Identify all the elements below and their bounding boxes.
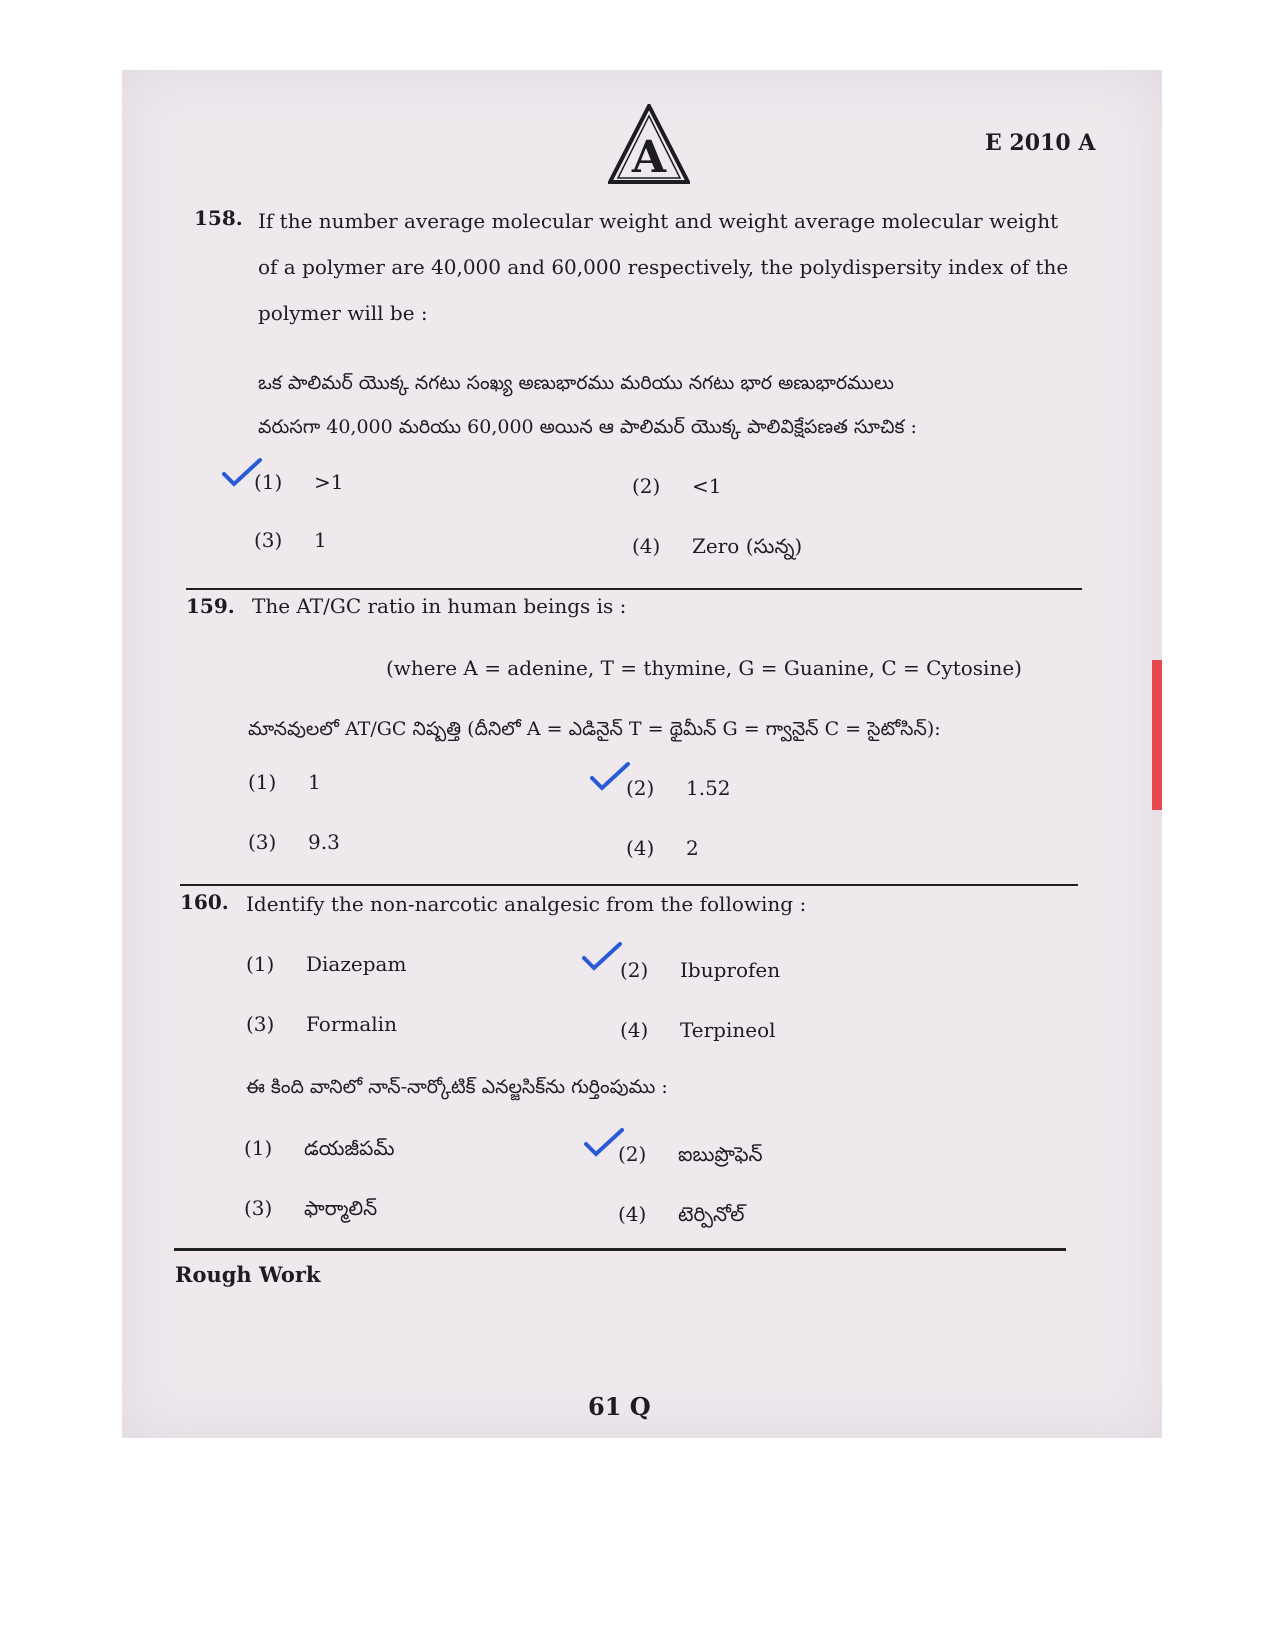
option-text: Diazepam	[306, 952, 407, 976]
divider	[186, 588, 1082, 590]
option-text: Ibuprofen	[680, 958, 781, 982]
option-text: ఫార్మాలిన్	[304, 1196, 378, 1220]
option[interactable]	[620, 958, 780, 982]
option-text: డయజీపమ్	[304, 1136, 395, 1160]
option-number: (3)	[246, 1012, 275, 1036]
option-text: 9.3	[308, 830, 340, 854]
option[interactable]	[246, 1012, 397, 1036]
option-number: (1)	[248, 770, 277, 794]
option-number: (3)	[244, 1196, 273, 1220]
option[interactable]	[618, 1142, 763, 1171]
option[interactable]	[254, 528, 327, 552]
option-number: (3)	[254, 528, 283, 552]
option-number: (4)	[620, 1018, 649, 1042]
question-number: 159.	[186, 594, 235, 618]
option-text: ఐబుప్రొఫెన్	[678, 1142, 763, 1166]
option-text: Formalin	[306, 1012, 397, 1036]
question-stem	[258, 198, 1098, 336]
option-text: >1	[314, 470, 344, 494]
divider	[180, 884, 1078, 886]
telugu-line: వరుసగా 40,000 మరియు 60,000 అయిన ఆ పాలిమర్ యొక్క పాలివిక్షేపణత సూచిక :	[258, 416, 917, 438]
option[interactable]	[246, 952, 406, 976]
option-number: (4)	[618, 1202, 647, 1226]
option-text: 1	[314, 528, 327, 552]
option[interactable]	[620, 1018, 776, 1042]
option[interactable]	[244, 1136, 395, 1165]
option-number: (2)	[618, 1142, 647, 1166]
option-text: 1.52	[686, 776, 731, 800]
option-number: (3)	[248, 830, 277, 854]
telugu-line: ఈ కింది వానిలో నాన్-నార్కోటిక్ ఎనల్జసిక్‌ను గుర్తింపుము :	[246, 1076, 668, 1098]
rough-work-label: Rough Work	[175, 1262, 321, 1287]
stem-line: polymer will be :	[258, 301, 428, 325]
option-number: (2)	[632, 474, 661, 498]
option[interactable]	[618, 1202, 744, 1231]
option-number: (1)	[244, 1136, 273, 1160]
question-number: 158.	[194, 206, 243, 230]
a-logo-icon	[608, 104, 690, 184]
edge-tab	[1152, 660, 1162, 810]
option-number: (4)	[626, 836, 655, 860]
option[interactable]	[244, 1196, 377, 1225]
telugu-line: ఒక పాలిమర్ యొక్క నగటు సంఖ్య అణుభారము మరియు నగటు భార అణుభారములు	[258, 372, 894, 394]
question-note: (where A = adenine, T = thymine, G = Guanine, C = Cytosine)	[386, 656, 1022, 680]
option-text: Terpineol	[680, 1018, 776, 1042]
option[interactable]	[626, 836, 699, 860]
option-number: (4)	[632, 534, 661, 558]
option[interactable]	[248, 770, 321, 794]
option[interactable]	[626, 776, 731, 800]
logo-letter: A	[631, 132, 667, 183]
option[interactable]	[248, 830, 340, 854]
option[interactable]	[632, 534, 802, 563]
option-text: 1	[308, 770, 321, 794]
option-number: (1)	[246, 952, 275, 976]
stem-line: If the number average molecular weight and weight average molecular weight	[258, 209, 1059, 233]
question-stem: Identify the non-narcotic analgesic from the following :	[246, 892, 807, 916]
option-text: <1	[692, 474, 722, 498]
option-text: 2	[686, 836, 699, 860]
option-number: (2)	[620, 958, 649, 982]
check-mark-icon	[582, 942, 622, 972]
option-text: Zero (సున్న)	[692, 534, 803, 558]
check-mark-icon	[590, 762, 630, 792]
question-stem: The AT/GC ratio in human beings is :	[252, 594, 627, 618]
option[interactable]	[632, 474, 721, 498]
option-number: (2)	[626, 776, 655, 800]
option-number: (1)	[254, 470, 283, 494]
option-text: టెర్పినోల్	[678, 1202, 745, 1226]
question-number: 160.	[180, 890, 229, 914]
option[interactable]	[254, 470, 343, 494]
telugu-line: మానవులలో AT/GC నిష్పత్తి (దీనిలో A = ఎడినైన్ T = థైమీన్ G = గ్వానైన్ C = సైటోసిన్):	[248, 718, 941, 740]
page-number: 61 Q	[588, 1392, 651, 1421]
divider	[174, 1248, 1066, 1251]
stem-line: of a polymer are 40,000 and 60,000 respectively, the polydispersity index of the	[258, 255, 1069, 279]
paper-code: E 2010 A	[985, 130, 1096, 156]
